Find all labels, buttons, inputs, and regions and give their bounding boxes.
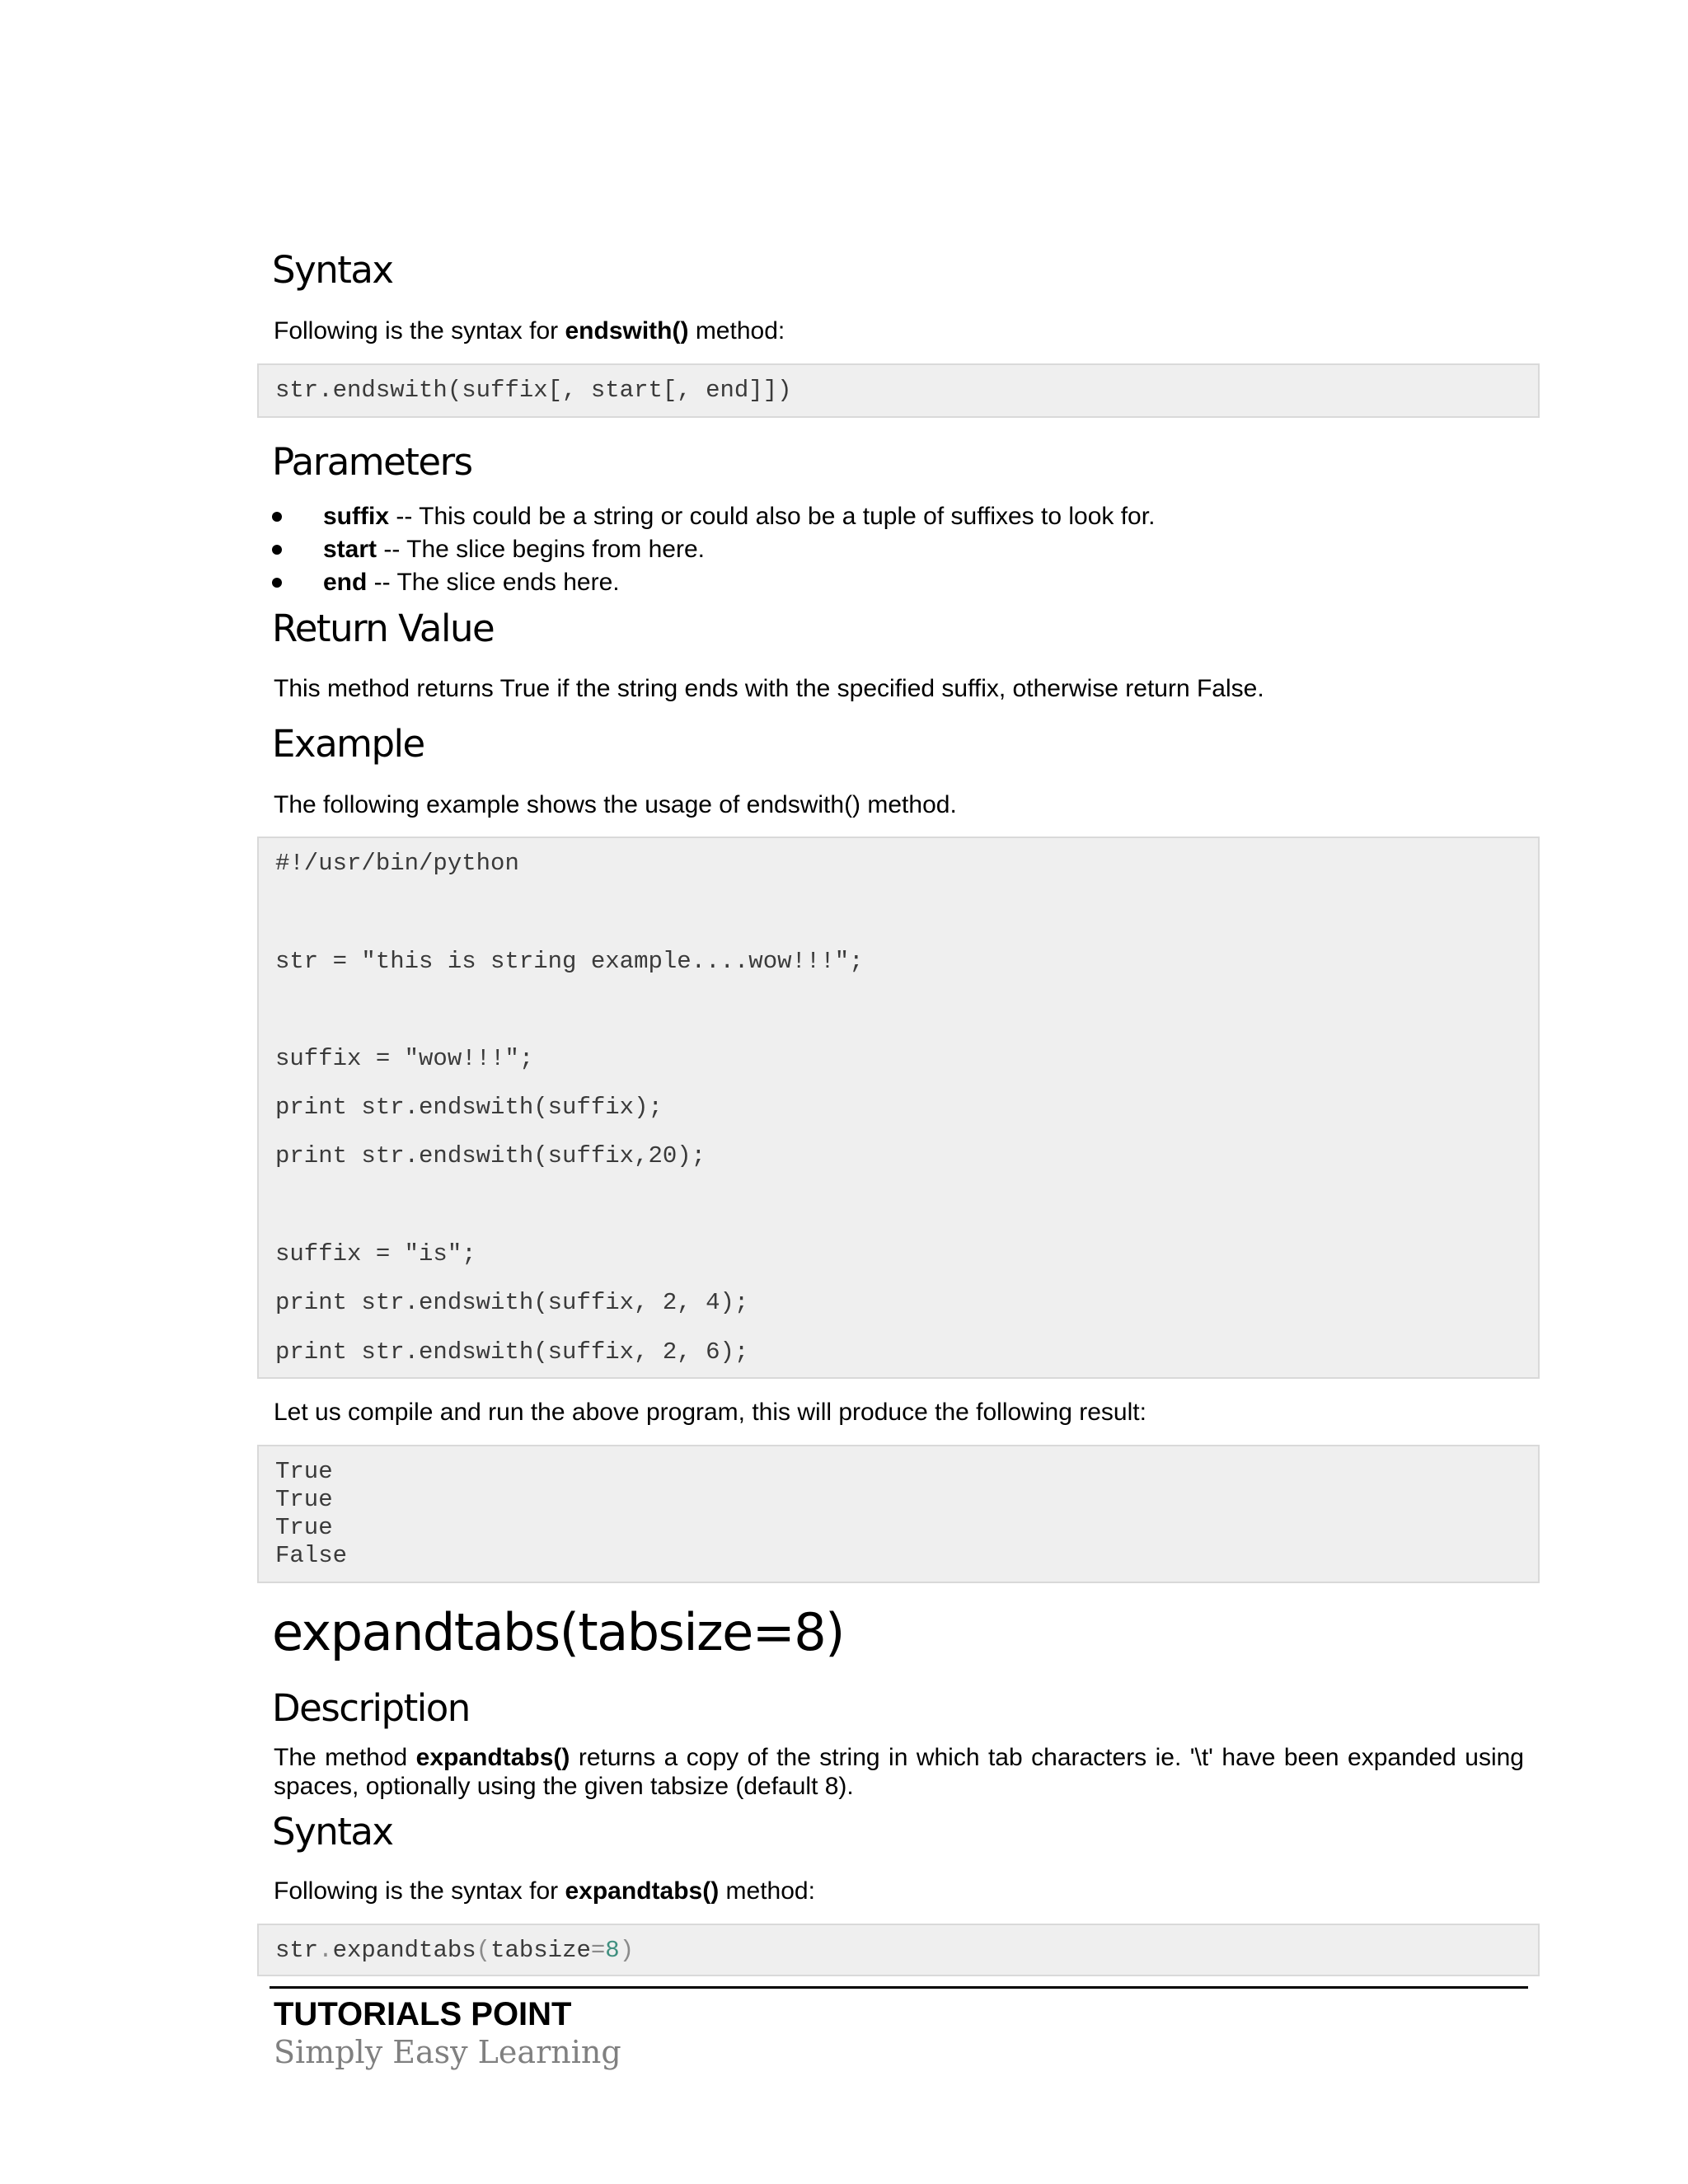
description-method: expandtabs()	[415, 1744, 570, 1771]
code-arg: tabsize	[490, 1937, 591, 1964]
output-line: True	[275, 1486, 333, 1513]
bullet-icon	[272, 545, 282, 555]
code-line: print str.endswith(suffix, 2, 4);	[275, 1289, 749, 1316]
parameters-heading: Parameters	[272, 440, 472, 484]
code-method: expandtabs	[332, 1937, 476, 1964]
syntax-intro-post: method:	[688, 317, 785, 344]
parameter-desc: -- This could be a string or could also be a tuple of suffixes to look for.	[389, 503, 1156, 530]
output-line: True	[275, 1458, 333, 1485]
syntax-intro-method: endswith()	[565, 317, 689, 344]
parameter-name: suffix	[323, 503, 390, 530]
code-close-paren: )	[619, 1937, 635, 1964]
syntax-intro-post: method:	[719, 1877, 815, 1905]
code-number: 8	[605, 1937, 620, 1964]
syntax-intro-pre: Following is the syntax for	[274, 317, 565, 344]
syntax-intro-pre: Following is the syntax for	[274, 1877, 565, 1905]
bullet-icon	[272, 578, 282, 588]
code-dot: .	[318, 1937, 333, 1964]
result-intro: Let us compile and run the above program, this will produce the following result:	[274, 1399, 1146, 1426]
code-line: str = "this is string example....wow!!!";	[275, 948, 864, 975]
footer-tagline: Simply Easy Learning	[274, 2034, 621, 2070]
code-equals: =	[590, 1937, 606, 1964]
code-object: str	[275, 1937, 319, 1964]
parameter-item-suffix	[323, 503, 1155, 531]
description-heading: Description	[272, 1686, 470, 1730]
parameter-desc: -- The slice begins from here.	[377, 536, 705, 563]
parameter-desc: -- The slice ends here.	[367, 569, 620, 596]
example-heading: Example	[272, 722, 424, 766]
result-output-block	[257, 1445, 1540, 1583]
code-line: print str.endswith(suffix, 2, 6);	[275, 1338, 749, 1366]
code-line: print str.endswith(suffix);	[275, 1094, 663, 1121]
parameter-item-end	[323, 569, 620, 597]
syntax-code-block-2	[257, 1924, 1540, 1976]
syntax-heading-2: Syntax	[272, 1810, 393, 1854]
return-value-heading: Return Value	[272, 607, 495, 650]
output-line: True	[275, 1514, 333, 1541]
footer-divider	[270, 1986, 1528, 1989]
syntax-heading: Syntax	[272, 248, 393, 292]
description-pre: The method	[274, 1744, 416, 1771]
syntax-code-line	[275, 1937, 634, 1965]
syntax-code-block	[257, 363, 1540, 418]
code-line: #!/usr/bin/python	[275, 850, 519, 877]
return-value-text: This method returns True if the string ends with the specified suffix, otherwise return False.	[274, 675, 1264, 702]
parameter-item-start	[323, 536, 705, 564]
code-line: suffix = "wow!!!";	[275, 1045, 534, 1072]
syntax-intro	[274, 317, 785, 345]
footer-brand: TUTORIALS POINT	[274, 1996, 572, 2032]
example-code-block	[257, 837, 1540, 1379]
description-post: returns a copy of the string in which tab characters ie. '\t' have been expanded using spaces, optionally using the given tabsize (default 8).	[274, 1744, 1524, 1800]
output-line: False	[275, 1542, 348, 1569]
code-line: suffix = "is";	[275, 1240, 476, 1268]
parameter-name: end	[323, 569, 368, 596]
example-intro: The following example shows the usage of endswith() method.	[274, 791, 957, 818]
bullet-icon	[272, 512, 282, 522]
syntax-intro-2	[274, 1877, 815, 1905]
code-line: print str.endswith(suffix,20);	[275, 1142, 706, 1169]
description-text	[274, 1743, 1524, 1801]
method-title: expandtabs(tabsize=8)	[272, 1602, 844, 1662]
syntax-intro-method: expandtabs()	[565, 1877, 720, 1905]
syntax-code-line: str.endswith(suffix[, start[, end]])	[275, 377, 792, 404]
code-open-paren: (	[476, 1937, 491, 1964]
parameter-name: start	[323, 536, 377, 563]
